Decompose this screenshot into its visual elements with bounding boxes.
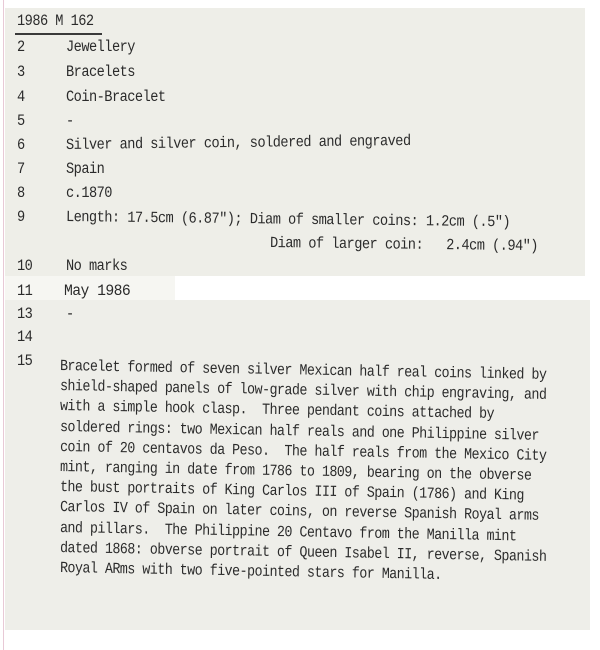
- field-number: 2: [17, 38, 25, 56]
- description-line: coin of 20 centavos da Peso. The half reals from the Mexico City: [59, 437, 547, 465]
- field-number: 4: [17, 88, 25, 106]
- header-underline: [15, 33, 102, 35]
- field-date: c.1870: [66, 184, 112, 202]
- field-category: Bracelets: [66, 63, 135, 81]
- margin-line: [3, 0, 4, 650]
- field-number: 6: [17, 136, 25, 154]
- description-line: Bracelet formed of seven silver Mexican half real coins linked by: [59, 357, 547, 384]
- field-dimensions: Length: 17.5cm (6.87"); Diam of smaller coins: 1.2cm (.5"): [65, 208, 511, 232]
- field-number: 14: [17, 328, 33, 346]
- description-line: the bust portraits of King Carlos III of Spain (1786) and King: [59, 478, 525, 505]
- field-number: 7: [17, 160, 25, 178]
- description-block: [59, 356, 600, 585]
- description-line: with a simple hook clasp. Three pendant coins attached by: [59, 397, 495, 424]
- field-number: 10: [17, 257, 33, 275]
- field-number: 13: [17, 305, 33, 323]
- description-line: mint, ranging in date from 1786 to 1809, bearing on the obverse: [59, 458, 532, 485]
- field-marks: No marks: [66, 257, 128, 275]
- field-number: 5: [17, 112, 25, 130]
- field-object-type: Jewellery: [66, 38, 135, 56]
- accession-number: 1986 M 162: [17, 12, 94, 30]
- field-place: Spain: [66, 160, 105, 178]
- description-line: Carlos IV of Spain on later coins, on reverse Spanish Royal arms: [59, 498, 540, 526]
- field-object-name: Coin-Bracelet: [66, 88, 166, 106]
- description-line: dated 1868: obverse portrait of Queen Isabel II, reverse, Spanish: [59, 538, 547, 566]
- description-line: and pillars. The Philippine 20 Centavo from the Manilla mint: [59, 518, 517, 545]
- field-5-value: -: [66, 112, 74, 130]
- field-number: 11: [17, 282, 33, 300]
- field-number: 9: [17, 208, 25, 226]
- field-number: 8: [17, 184, 25, 202]
- field-acquisition-date: May 1986: [64, 282, 131, 300]
- description-line: Royal ARms with two five-pointed stars for Manilla.: [59, 559, 442, 585]
- field-dimensions-continued: Diam of larger coin: 2.4cm (.94"): [269, 234, 539, 256]
- description-line: shield-shaped panels of low-grade silver with chip engraving, and: [59, 377, 547, 405]
- description-line: soldered rings: two Mexican half reals and one Philippine silver: [59, 417, 540, 445]
- field-materials: Silver and silver coin, soldered and engraved: [65, 131, 411, 154]
- field-number: 15: [17, 352, 33, 370]
- field-number: 3: [17, 63, 25, 81]
- field-13-value: -: [66, 305, 74, 323]
